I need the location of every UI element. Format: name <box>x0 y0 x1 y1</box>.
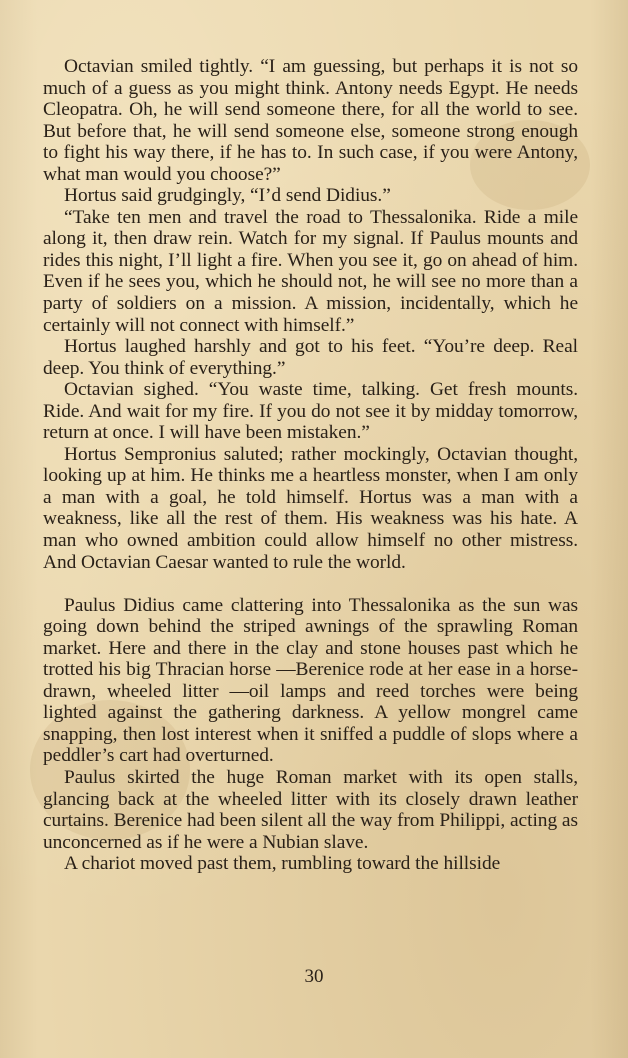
paragraph: Octavian smiled tightly. “I am guessing, but perhaps it is not so much of a guess as you might think. Antony needs Egypt. He needs Cleopatra. Oh, he will send someone there, for all the world to see. But before that, he will send someone else, someone strong enough to fight his way there, if he has to. In such case, if you were Antony, what man would you choose?” <box>43 56 578 185</box>
section-break <box>43 573 578 595</box>
paragraph: Hortus said grudgingly, “I’d send Didius.” <box>64 185 391 207</box>
book-page-text <box>43 56 578 875</box>
paragraph: “Take ten men and travel the road to Thessalonika. Ride a mile along it, then draw rein. Watch for my signal. If Paulus mounts and rides this night, I’ll light a fire. When you see it, go on ahead of him. Even if he sees you, which he should not, he will see no more than a party of soldiers on a mission. A mission, incidentally, which he certainly will not connect with himself.” <box>43 206 578 336</box>
paragraph: Paulus Didius came clattering into Thessalonika as the sun was going down behind the striped awnings of the sprawling Roman market. Here and there in the clay and stone houses past which he trotted his big Thracian horse —Berenice rode at her ease in a horse-drawn, wheeled litter —oil lamps and reed torches were being lighted against the gathering darkness. A yellow mongrel came snapping, then lost interest when it sniffed a puddle of slops where a peddler’s cart had overturned. <box>43 594 578 767</box>
page-number: 30 <box>304 966 324 987</box>
paragraph: Octavian sighed. “You waste time, talking. Get fresh mounts. Ride. And wait for my fire. If you do not see it by midday tomorrow, return at once. I will have been mistaken.” <box>43 379 578 444</box>
paragraph: A chariot moved past them, rumbling toward the hillside <box>64 853 501 875</box>
paragraph: Hortus Sempronius saluted; rather mockingly, Octavian thought, looking up at him. He thinks me a heartless monster, when I am only a man with a goal, he told himself. Hortus was a man with a weakness, like all the rest of them. His weakness was his hate. A man who owned ambition could allow himself no other mistress. And Octavian Caesar wanted to rule the world. <box>43 443 578 573</box>
paragraph: Hortus laughed harshly and got to his feet. “You’re deep. Real deep. You think of everything.” <box>43 336 578 379</box>
paragraph: Paulus skirted the huge Roman market with its open stalls, glancing back at the wheeled litter with its closely drawn leather curtains. Berenice had been silent all the way from Philippi, acting as unconcerned as if he were a Nubian slave. <box>43 767 578 853</box>
